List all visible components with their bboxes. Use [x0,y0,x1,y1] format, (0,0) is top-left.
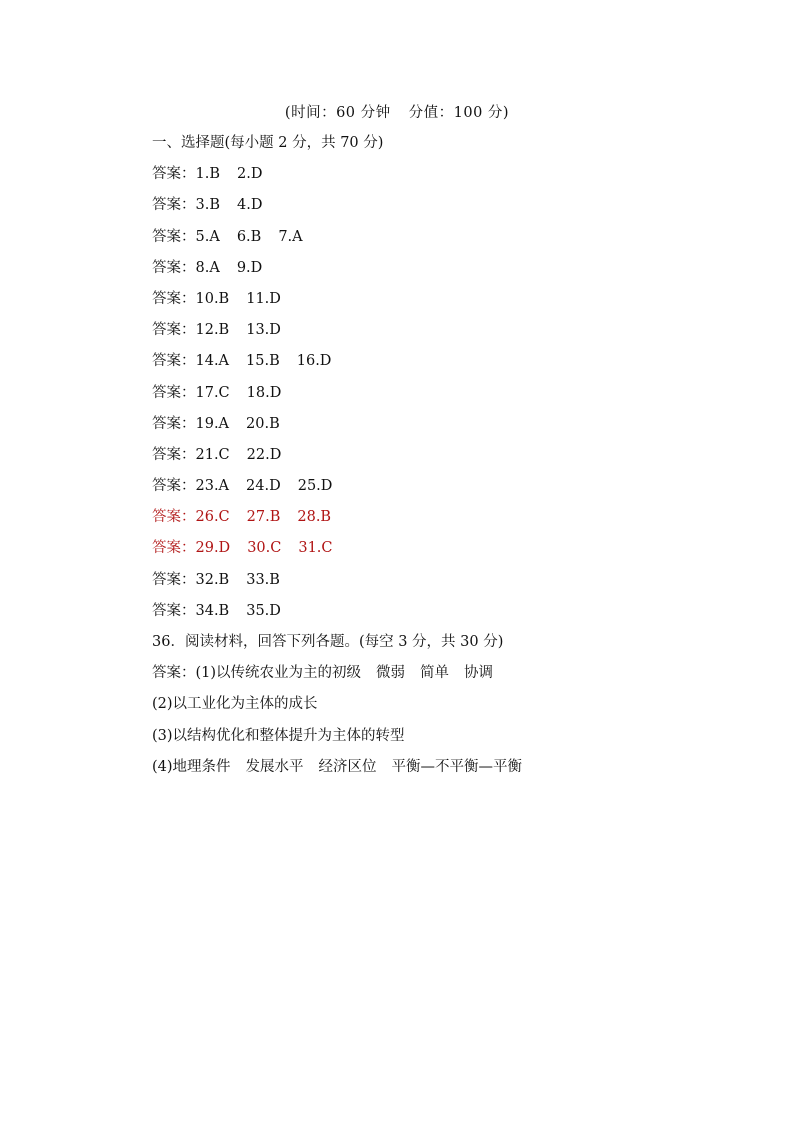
answer-item: 29.D [195,540,231,557]
answer-label: 答案： [152,228,196,245]
answer-item: 4.D [237,197,263,214]
choice-answer-list [152,164,712,632]
fill-answer-item: 简单 [420,665,450,682]
answer-label: 答案： [152,571,196,588]
answer-label: 答案： [152,290,196,307]
choice-answer-row [152,195,712,226]
fill-answer-row [152,726,712,757]
choice-answer-row [152,507,712,538]
answer-item: 32.B [195,571,230,588]
choice-answer-row [152,164,712,195]
fill-answer-row [152,757,712,788]
answer-label: 答案： [152,540,196,557]
answer-item: 20.B [246,415,280,432]
answer-item: 10.B [195,290,230,307]
answer-item: 33.B [246,571,280,588]
choice-answer-row [152,538,712,569]
answer-item: 23.A [195,478,230,495]
fill-answer-item: 以工业化为主体的成长 [172,696,318,713]
choice-answer-row [152,320,712,351]
answer-content [152,133,712,788]
choice-answer-row [152,445,712,476]
fill-answer-prefix: (4) [152,758,173,775]
choice-answer-row [152,414,712,445]
choice-answer-row [152,351,712,382]
answer-item: 13.D [246,322,281,339]
answer-item: 7.A [278,228,303,245]
answer-item: 11.D [246,290,281,307]
answer-label: 答案： [152,384,196,401]
answer-label: 答案： [152,446,196,463]
answer-label: 答案： [152,197,196,214]
fill-answer-item: 平衡—不平衡—平衡 [391,758,523,775]
exam-time: (时间：60 分钟 [284,105,391,121]
answer-label: 答案： [152,478,196,495]
answer-item: 17.C [195,384,230,401]
fill-answer-prefix: (2) [152,696,173,713]
choice-answer-row [152,476,712,507]
answer-label: 答案： [152,353,196,370]
fill-answer-item: 发展水平 [245,758,304,775]
answer-item: 24.D [246,478,281,495]
question-36-title: 36．阅读材料，回答下列各题。(每空 3 分，共 30 分) [152,634,504,650]
answer-label: 答案： [152,415,196,432]
answer-label: 答案： [152,322,196,339]
answer-item: 22.D [246,446,282,463]
exam-info-header [0,101,794,122]
choice-answer-row [152,258,712,289]
answer-item: 16.D [296,353,332,370]
answer-item: 1.B [195,166,220,183]
choice-answer-row [152,570,712,601]
answer-item: 21.C [195,446,230,463]
answer-item: 27.B [246,509,281,526]
answer-label: 答案： [152,166,196,183]
answer-item: 25.D [297,478,333,495]
section-one-title: 一、选择题(每小题 2 分，共 70 分) [152,135,384,151]
fill-answer-item: 以结构优化和整体提升为主体的转型 [172,727,405,744]
fill-answer-prefix: 答案：(1) [152,665,217,682]
answer-item: 26.C [195,509,230,526]
answer-item: 18.D [246,384,282,401]
answer-item: 19.A [195,415,230,432]
answer-item: 15.B [246,353,280,370]
fill-answer-item: 地理条件 [172,758,231,775]
answer-item: 5.A [195,228,220,245]
choice-answer-row [152,383,712,414]
fill-answer-prefix: (3) [152,727,173,744]
answer-item: 3.B [195,197,220,214]
answer-item: 6.B [236,228,262,245]
exam-score: 分值：100 分) [408,105,510,121]
answer-label: 答案： [152,509,196,526]
choice-answer-row [152,601,712,632]
answer-label: 答案： [152,259,196,276]
fill-answer-row [152,694,712,725]
question-36-answer-list [152,663,712,788]
answer-item: 12.B [195,322,230,339]
choice-answer-row [152,289,712,320]
answer-item: 31.C [298,540,333,557]
fill-answer-item: 微弱 [376,665,406,682]
answer-item: 2.D [237,166,263,183]
fill-answer-row [152,663,712,694]
answer-item: 34.B [195,602,230,619]
fill-answer-item: 以传统农业为主的初级 [216,665,362,682]
answer-item: 28.B [297,509,332,526]
answer-label: 答案： [152,602,196,619]
fill-answer-item: 经济区位 [318,758,377,775]
answer-item: 8.A [195,259,220,276]
choice-answer-row [152,227,712,258]
answer-item: 35.D [246,602,281,619]
answer-item: 30.C [247,540,282,557]
answer-item: 14.A [195,353,230,370]
fill-answer-item: 协调 [464,665,494,682]
answer-item: 9.D [236,259,263,276]
